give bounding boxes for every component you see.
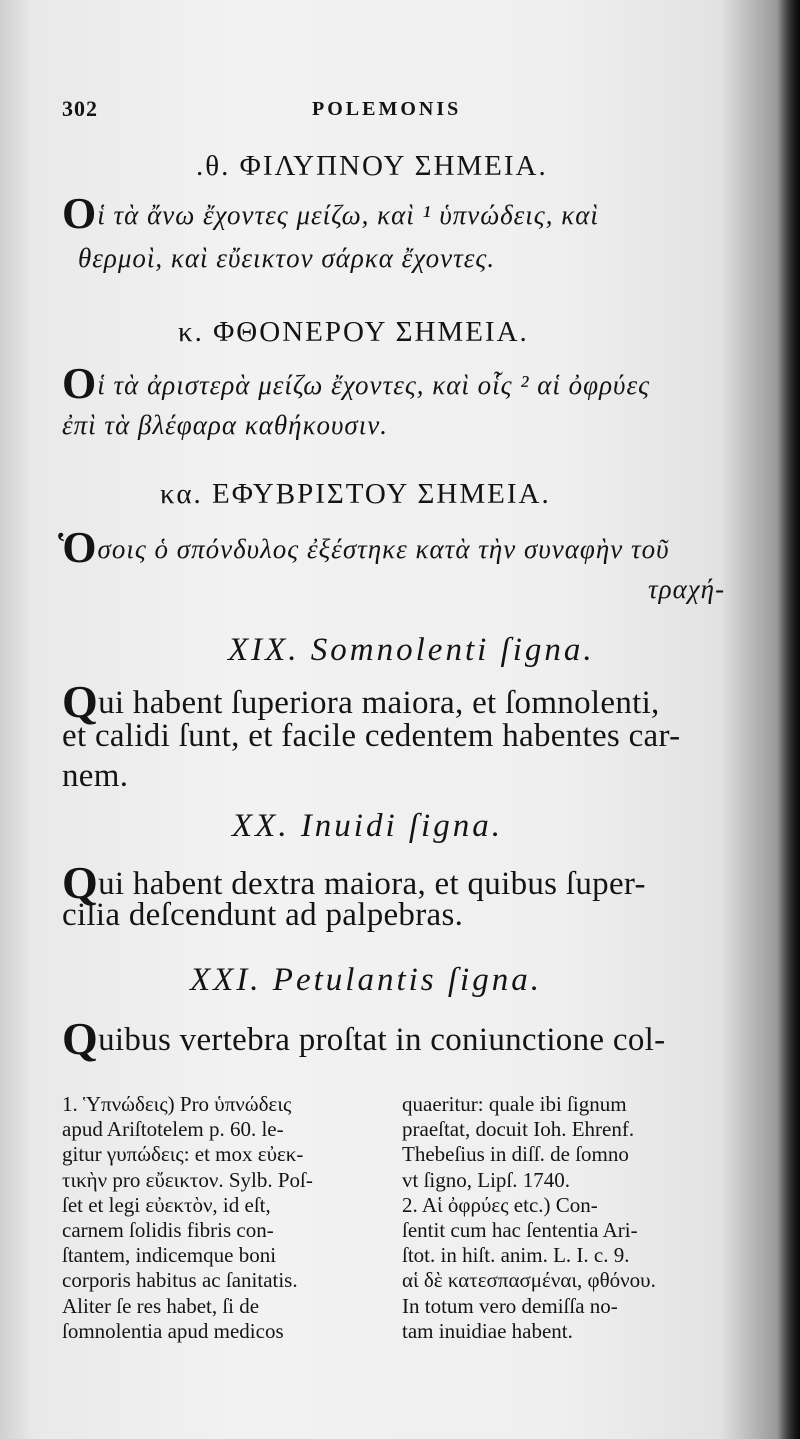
latin-paragraph-line — [62, 1012, 665, 1065]
greek-paragraph-line — [58, 522, 670, 573]
greek-line-text: ἱ τὰ ἄνω ἔχοντες μείζω, καὶ ¹ ὑπνώδεις, καὶ — [97, 200, 599, 230]
greek-paragraph-line: θερμοὶ, καὶ εὔεικτον σάρκα ἔχοντες. — [78, 243, 496, 273]
footnote-line: corporis habitus ac ſanitatis. — [62, 1268, 298, 1293]
latin-heading-somnolenti: XIX. Somnolenti ſigna. — [228, 632, 595, 668]
footnote-line: carnem ſolidis fibris con- — [62, 1217, 274, 1242]
latin-line-text: ui habent dextra maiora, et quibus ſuper- — [98, 866, 646, 902]
drop-cap: Q — [62, 676, 99, 727]
footnote-line: ſentit cum hac ſententia Ari- — [402, 1217, 638, 1242]
drop-cap: Q — [62, 1013, 99, 1064]
drop-cap: Ὁ — [58, 523, 98, 572]
running-head — [62, 96, 722, 126]
footnotes-right-column — [402, 1092, 656, 1344]
greek-paragraph-line — [62, 188, 599, 239]
drop-cap: Ο — [62, 359, 98, 408]
footnote-line: ſtot. in hiſt. anim. L. I. c. 9. — [402, 1243, 630, 1268]
footnote-line: gitur γυπώδεις: et mox εὐεκ- — [62, 1142, 304, 1167]
greek-paragraph-line: τραχή- — [648, 574, 726, 604]
drop-cap: Ο — [62, 189, 98, 238]
greek-paragraph-line: ἐπὶ τὰ βλέφαρα καθήκουσιν. — [62, 410, 388, 440]
latin-paragraph-line: nem. — [62, 758, 129, 794]
page-number: 302 — [62, 96, 98, 121]
footnote-line: praeſtat, docuit Ioh. Ehrenf. — [402, 1117, 635, 1142]
greek-line-text: σοις ὁ σπόνδυλος ἐξέστηκε κατὰ τὴν συναφὴν τοῦ — [97, 534, 670, 564]
latin-paragraph-line: et calidi ſunt, et facile cedentem habentes car- — [62, 718, 681, 754]
greek-line-text: ἱ τὰ ἀριστερὰ μείζω ἔχοντες, καὶ οἷς ² αἱ ὀφρύες — [97, 370, 651, 400]
footnote-line: ſtantem, indicemque boni — [62, 1243, 277, 1268]
footnote-line: Thebeſius in diſſ. de ſomno — [402, 1142, 629, 1167]
drop-cap: Q — [62, 857, 99, 908]
latin-line-text: ui habent ſuperiora maiora, et ſomnolenti, — [98, 685, 660, 721]
greek-heading-philypnou: .θ. ΦΙΛΥΠΝΟΥ ΣΗΜΕΙΑ. — [196, 150, 548, 182]
footnote-line: αἱ δὲ κατεσπασμέναι, φθόνου. — [402, 1268, 656, 1293]
footnotes-left-column — [62, 1092, 313, 1344]
footnote-line: apud Ariſtotelem p. 60. le- — [62, 1117, 284, 1142]
footnote-line: vt ſigno, Lipſ. 1740. — [402, 1167, 570, 1192]
running-title: POLEMONIS — [312, 98, 462, 120]
footnote-line: 2. Αἱ ὀφρύες etc.) Con- — [402, 1192, 598, 1217]
footnote-line: Aliter ſe res habet, ſi de — [62, 1293, 260, 1318]
footnote-line: quaeritur: quale ibi ſignum — [402, 1092, 627, 1116]
footnote-line: 1. Ὑπνώδεις) Pro ὑπνώδεις — [62, 1092, 292, 1116]
latin-heading-petulantis: XXI. Petulantis ſigna. — [190, 962, 542, 998]
footnote-line: tam inuidiae habent. — [402, 1318, 573, 1343]
greek-heading-ephybristou: κα. ΕΦΥΒΡΙΣΤΟΥ ΣΗΜΕΙΑ. — [160, 478, 551, 510]
footnote-line: τικὴν pro εὔεικτον. Sylb. Poſ- — [62, 1167, 313, 1192]
greek-paragraph-line — [62, 358, 650, 409]
footnote-line: In totum vero demiſſa no- — [402, 1293, 618, 1318]
greek-heading-phthonerou: κ. ΦΘΟΝΕΡΟΥ ΣΗΜΕΙΑ. — [178, 316, 529, 348]
latin-line-text: uibus vertebra proſtat in coniunctione col- — [98, 1022, 666, 1058]
footnote-line: ſet et legi εὐεκτὸν, id eſt, — [62, 1192, 271, 1217]
footnote-line: ſomnolentia apud medicos — [62, 1318, 284, 1343]
latin-heading-inuidi: XX. Inuidi ſigna. — [232, 808, 503, 844]
latin-paragraph-line: cilia deſcendunt ad palpebras. — [62, 897, 464, 933]
